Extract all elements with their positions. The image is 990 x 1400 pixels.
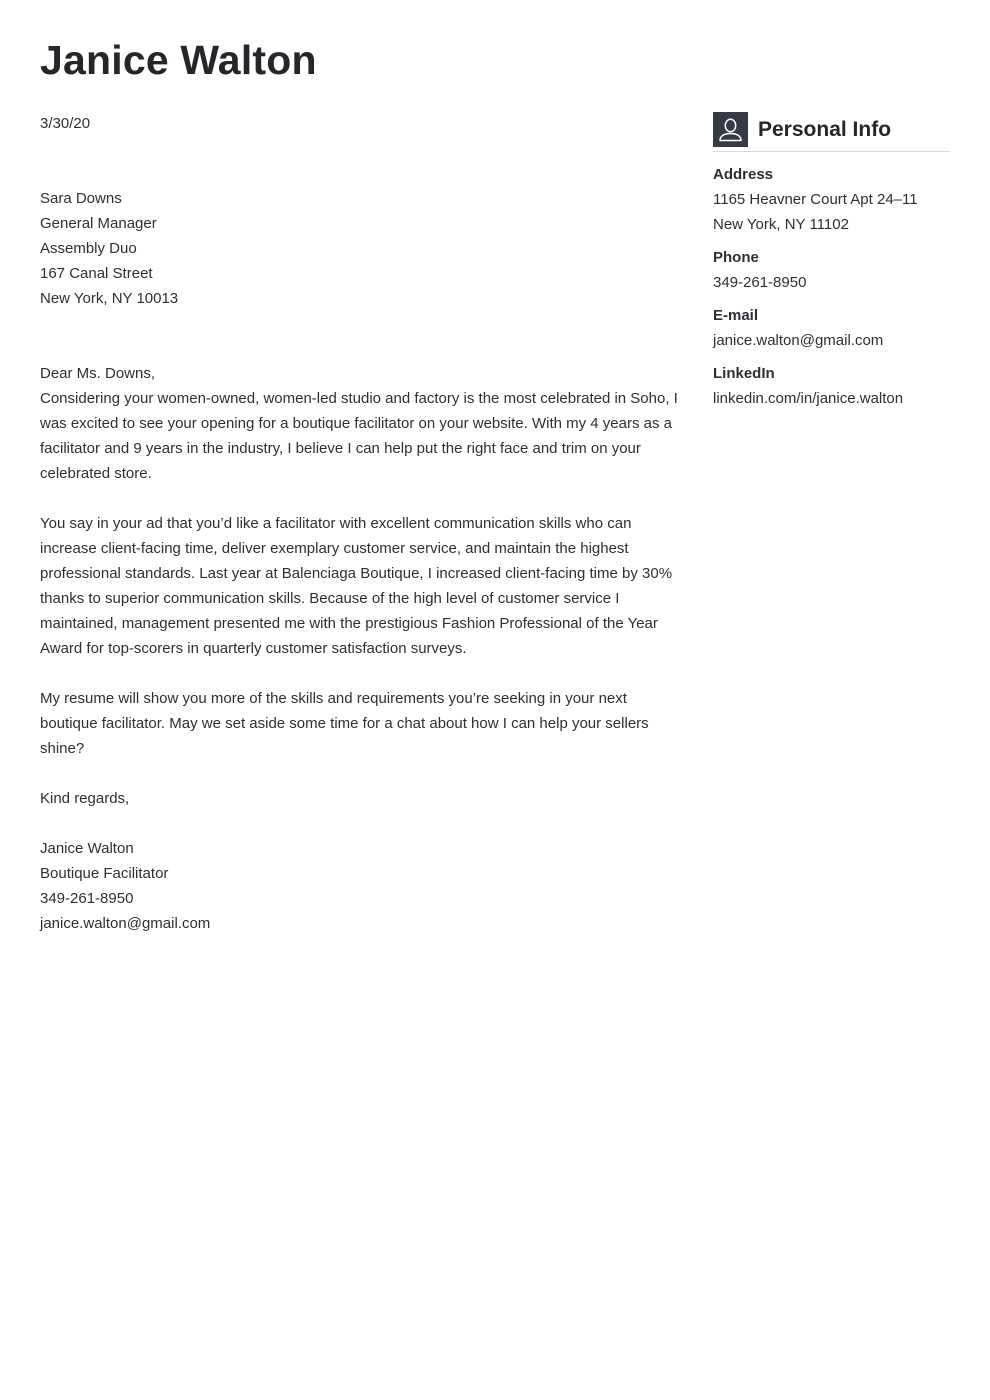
linkedin-block [713,361,950,411]
linkedin-value: linkedin.com/in/janice.walton [713,390,904,407]
recipient-city: New York, NY 10013 [40,290,179,307]
person-icon [713,112,748,147]
letter-paragraph-3: My resume will show you more of the skills and requirements you’re seeking in your next boutique facilitator. May we set aside some time for a chat about how I can help your sellers shine? [40,690,649,757]
personal-info-title: Personal Info [758,118,892,141]
recipient-street: 167 Canal Street [40,265,153,282]
phone-block [713,245,950,295]
recipient-company: Assembly Duo [40,240,137,257]
salutation: Dear Ms. Downs, [40,365,156,382]
personal-info-header [713,112,950,152]
address-line-2: New York, NY 11102 [713,216,849,233]
letter-body [40,111,680,936]
recipient-name: Sara Downs [40,190,122,207]
recipient-block [40,186,680,311]
letter-paragraph-2: You say in your ad that you’d like a facilitator with excellent communication skills who can increase client-facing time, deliver exemplary customer service, and maintain the highest professional standards. Last year at Balenciaga Boutique, I increased client-facing time by 30% thanks to superior communication skills. Because of the high level of customer service I maintained, management presented me with the prestigious Fashion Professional of the Year Award for top-scorers in quarterly customer satisfaction surveys. [40,515,673,657]
signature-email: janice.walton@gmail.com [40,915,211,932]
address-block [713,162,950,237]
recipient-title: General Manager [40,215,157,232]
address-label: Address [713,166,774,183]
email-value: janice.walton@gmail.com [713,332,884,349]
phone-label: Phone [713,249,759,266]
letter-date: 3/30/20 [40,115,91,132]
email-block [713,303,950,353]
email-label: E-mail [713,307,759,324]
address-line-1: 1165 Heavner Court Apt 24–11 [713,191,918,208]
signature-title: Boutique Facilitator [40,865,169,882]
signature-block [40,836,680,936]
signature-phone: 349-261-8950 [40,890,134,907]
phone-value: 349-261-8950 [713,274,807,291]
closing: Kind regards, [40,790,130,807]
signature-name: Janice Walton [40,840,134,857]
applicant-name: Janice Walton [40,37,317,83]
personal-info-sidebar [713,112,950,411]
letter-paragraph-1: Considering your women-owned, women-led studio and factory is the most celebrated in Soho, I was excited to see your opening for a boutique facilitator on your website. With my 4 years as a facilitator and 9 years in the industry, I believe I can help put the right face and trim on your celebrated store. [40,390,678,482]
linkedin-label: LinkedIn [713,365,775,382]
